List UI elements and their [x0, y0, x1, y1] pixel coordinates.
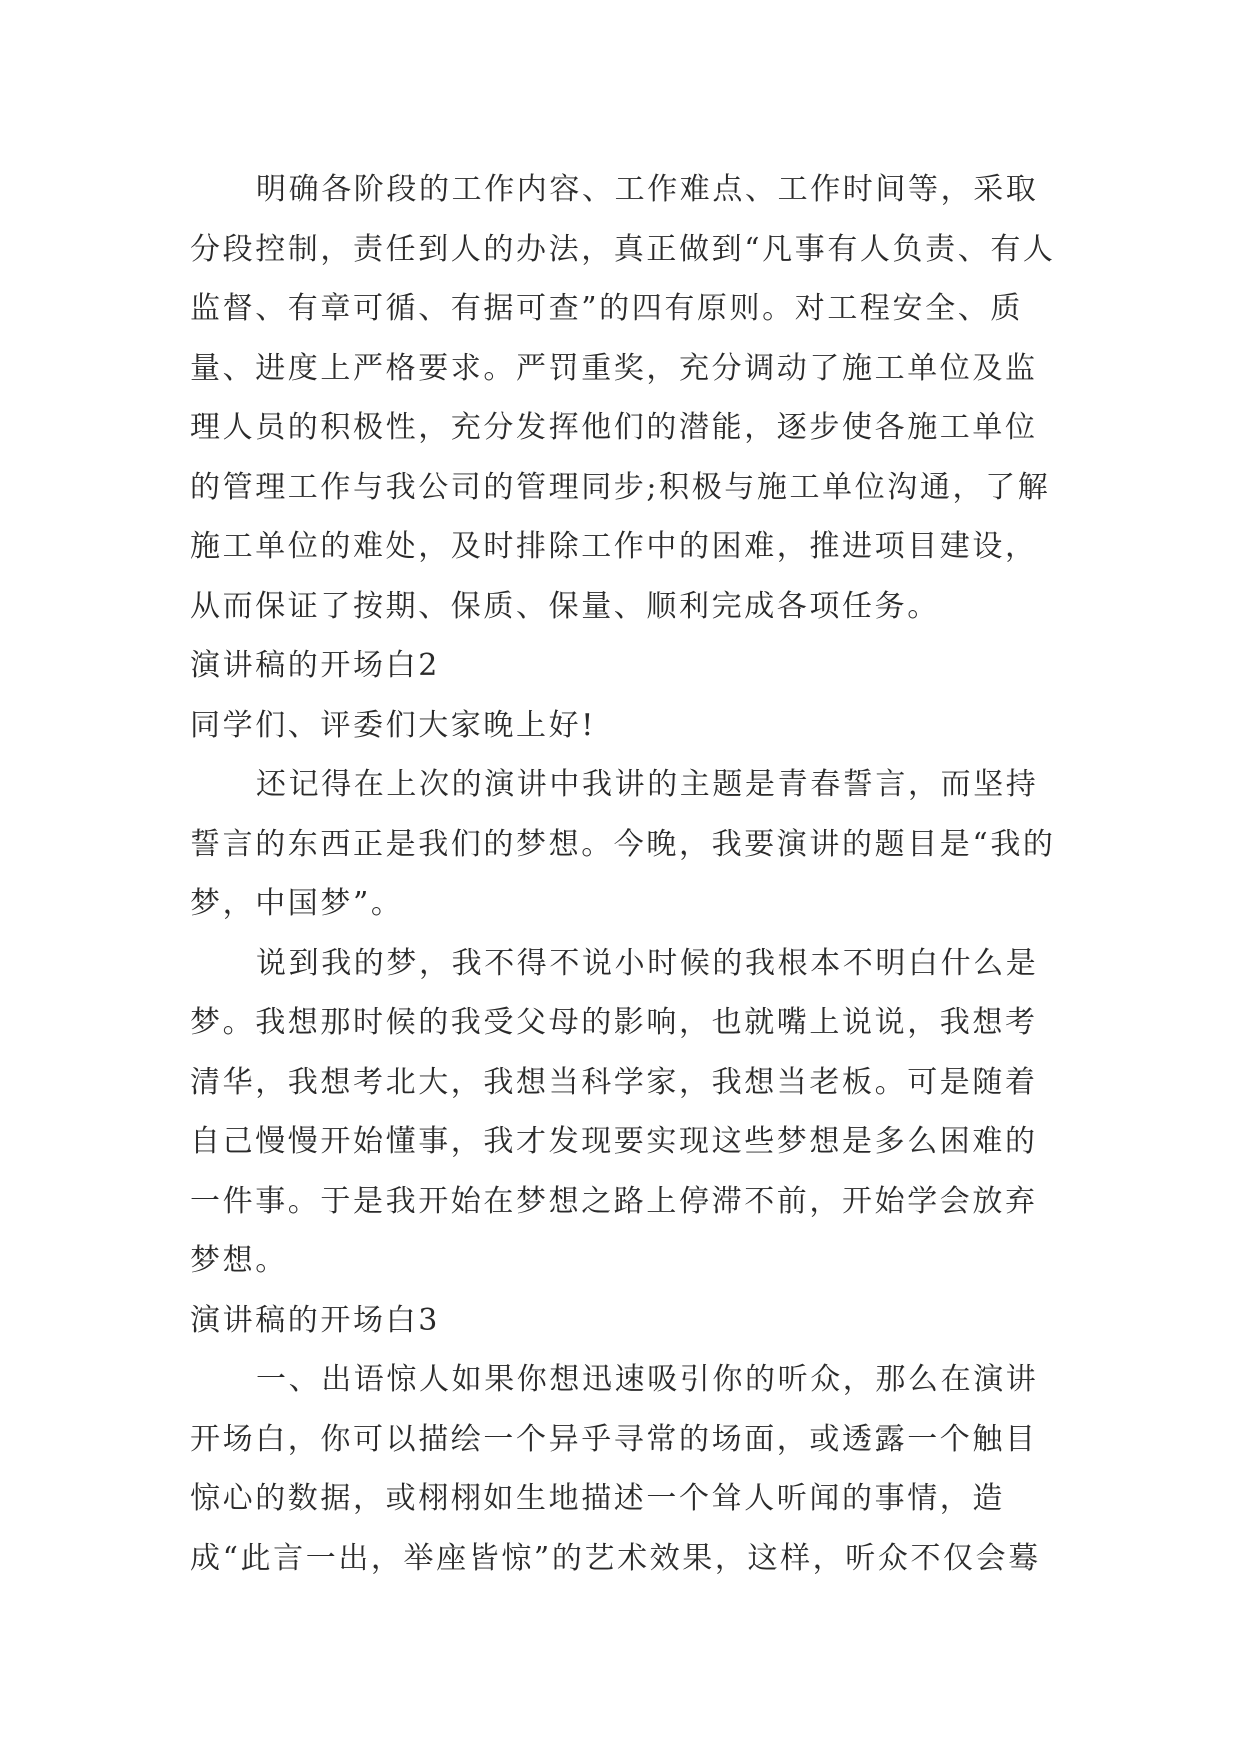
document-body: [190, 160, 1060, 1588]
paragraph-1: 明确各阶段的工作内容、工作难点、工作时间等，采取分段控制，责任到人的办法，真正做到“凡事有人负责、有人监督、有章可循、有据可查”的四有原则。对工程安全、质量、进度上严格要求。严罚重奖，充分调动了施工单位及监理人员的积极性，充分发挥他们的潜能，逐步使各施工单位的管理工作与我公司的管理同步;积极与施工单位沟通，了解施工单位的难处，及时排除工作中的困难，推进项目建设，从而保证了按期、保质、保量、顺利完成各项任务。: [190, 172, 1056, 624]
paragraph-2: 还记得在上次的演讲中我讲的主题是青春誓言，而坚持誓言的东西正是我们的梦想。今晚，我要演讲的题目是“我的梦，中国梦”。: [190, 767, 1056, 921]
section-heading-3: 演讲稿的开场白3: [190, 1302, 440, 1338]
paragraph-3: 说到我的梦，我不得不说小时候的我根本不明白什么是梦。我想那时候的我受父母的影响，也就嘴上说说，我想考清华，我想考北大，我想当科学家，我想当老板。可是随着自己慢慢开始懂事，我才发现要实现这些梦想是多么困难的一件事。于是我开始在梦想之路上停滞不前，开始学会放弃梦想。: [190, 945, 1039, 1278]
greeting-line: 同学们、评委们大家晚上好!: [190, 707, 596, 743]
paragraph-4: 一、出语惊人如果你想迅速吸引你的听众，那么在演讲开场白，你可以描绘一个异乎寻常的场面，或透露一个触目惊心的数据，或栩栩如生地描述一个耸人听闻的事情，造成“此言一出，举座皆惊”的艺术效果，这样，听众不仅会蓦: [190, 1362, 1041, 1576]
section-heading-2: 演讲稿的开场白2: [190, 648, 440, 683]
